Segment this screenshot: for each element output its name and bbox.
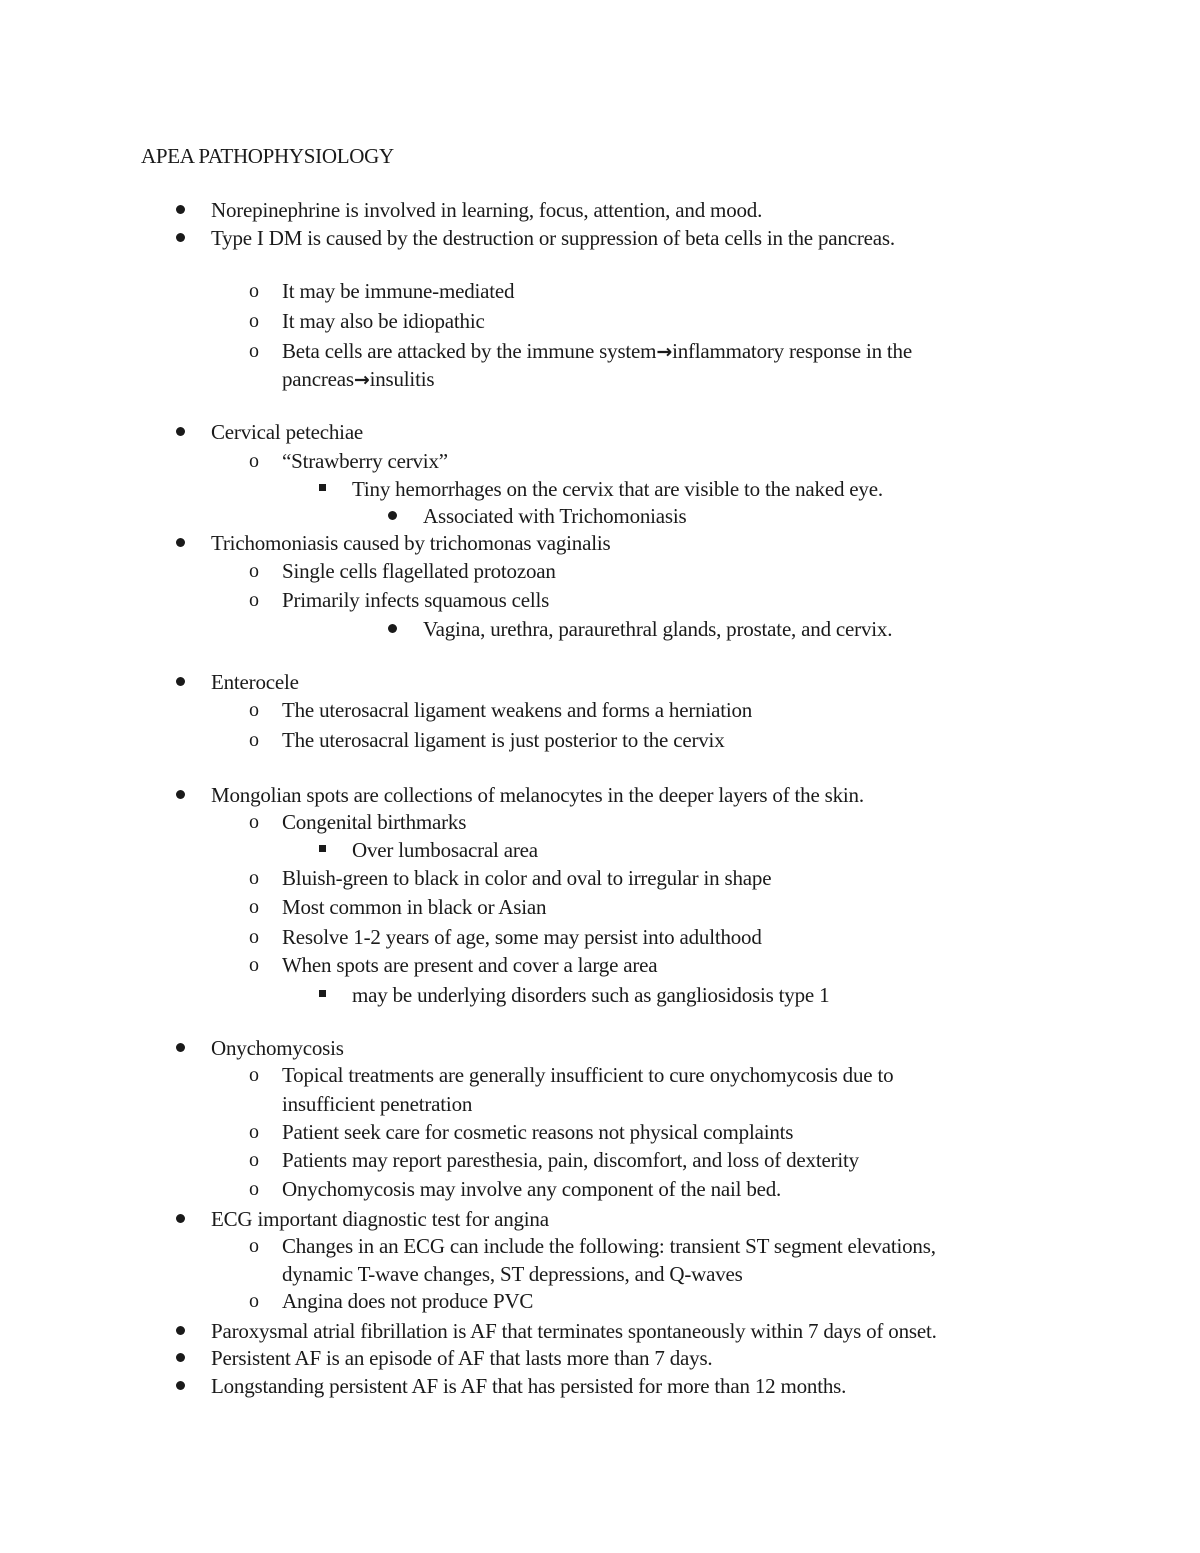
list-item: Congenital birthmarks [282, 810, 467, 834]
list-item: Tiny hemorrhages on the cervix that are visible to the naked eye. [352, 477, 883, 501]
list-item: When spots are present and cover a large area [282, 953, 658, 977]
list-item: Over lumbosacral area [352, 838, 538, 862]
bullet-circle: o [249, 589, 259, 611]
bullet-circle: o [249, 560, 259, 582]
list-item: Associated with Trichomoniasis [423, 504, 687, 528]
bullet-disc [176, 1381, 185, 1390]
bullet-disc [388, 624, 397, 633]
bullet-square [319, 845, 326, 852]
bullet-circle: o [249, 1064, 259, 1086]
list-item: Most common in black or Asian [282, 895, 547, 919]
bullet-circle: o [249, 699, 259, 721]
list-item: Angina does not produce PVC [282, 1289, 534, 1313]
list-item: “Strawberry cervix” [282, 449, 448, 473]
bullet-circle: o [249, 896, 259, 918]
list-item: Bluish-green to black in color and oval to irregular in shape [282, 866, 772, 890]
bullet-circle: o [249, 1290, 259, 1312]
bullet-disc [176, 1326, 185, 1335]
list-item-text: inflammatory response in the [672, 339, 912, 363]
bullet-disc [176, 790, 185, 799]
list-item: Persistent AF is an episode of AF that lasts more than 7 days. [211, 1346, 713, 1370]
list-item: Patients may report paresthesia, pain, discomfort, and loss of dexterity [282, 1148, 859, 1172]
list-item-text: insulitis [369, 367, 435, 391]
list-item: Single cells flagellated protozoan [282, 559, 556, 583]
list-item: Primarily infects squamous cells [282, 588, 550, 612]
bullet-circle: o [249, 926, 259, 948]
list-item: Onychomycosis may involve any component of the nail bed. [282, 1177, 782, 1201]
bullet-square [319, 484, 326, 491]
bullet-circle: o [249, 280, 259, 302]
bullet-circle: o [249, 450, 259, 472]
list-item: The uterosacral ligament weakens and forms a herniation [282, 698, 753, 722]
bullet-circle: o [249, 310, 259, 332]
arrow-right-icon: → [656, 341, 673, 363]
list-item [282, 338, 912, 365]
list-item: It may be immune-mediated [282, 279, 515, 303]
list-item: It may also be idiopathic [282, 309, 485, 333]
list-item-continuation: insufficient penetration [282, 1092, 473, 1116]
list-item: Norepinephrine is involved in learning, focus, attention, and mood. [211, 198, 763, 222]
list-item: ECG important diagnostic test for angina [211, 1207, 549, 1231]
bullet-disc [176, 233, 185, 242]
bullet-circle: o [249, 340, 259, 362]
list-item: Cervical petechiae [211, 420, 364, 444]
bullet-circle: o [249, 811, 259, 833]
bullet-circle: o [249, 867, 259, 889]
bullet-disc [176, 1353, 185, 1362]
list-item: Paroxysmal atrial fibrillation is AF that terminates spontaneously within 7 days of onset. [211, 1319, 937, 1343]
bullet-disc [176, 427, 185, 436]
bullet-circle: o [249, 1149, 259, 1171]
list-item: Patient seek care for cosmetic reasons not physical complaints [282, 1120, 794, 1144]
list-item: Topical treatments are generally insufficient to cure onychomycosis due to [282, 1063, 894, 1087]
list-item-continuation [282, 366, 434, 393]
bullet-circle: o [249, 1178, 259, 1200]
list-item-text: pancreas [282, 367, 354, 391]
bullet-circle: o [249, 954, 259, 976]
list-item: Mongolian spots are collections of melanocytes in the deeper layers of the skin. [211, 783, 864, 807]
bullet-disc [176, 677, 185, 686]
bullet-disc [176, 205, 185, 214]
list-item: Resolve 1-2 years of age, some may persist into adulthood [282, 925, 762, 949]
bullet-circle: o [249, 1235, 259, 1257]
list-item: Onychomycosis [211, 1036, 344, 1060]
page-title: APEA PATHOPHYSIOLOGY [141, 144, 394, 168]
list-item: Type I DM is caused by the destruction or suppression of beta cells in the pancreas. [211, 226, 895, 250]
list-item: Changes in an ECG can include the following: transient ST segment elevations, [282, 1234, 936, 1258]
bullet-disc [176, 538, 185, 547]
list-item: Vagina, urethra, paraurethral glands, prostate, and cervix. [423, 617, 893, 641]
bullet-square [319, 990, 326, 997]
list-item: may be underlying disorders such as gangliosidosis type 1 [352, 983, 830, 1007]
list-item-continuation: dynamic T-wave changes, ST depressions, and Q-waves [282, 1262, 743, 1286]
bullet-disc [176, 1043, 185, 1052]
bullet-disc [388, 511, 397, 520]
list-item: The uterosacral ligament is just posterior to the cervix [282, 728, 725, 752]
bullet-circle: o [249, 729, 259, 751]
list-item: Enterocele [211, 670, 299, 694]
bullet-disc [176, 1214, 185, 1223]
arrow-right-icon: → [353, 369, 370, 391]
bullet-circle: o [249, 1121, 259, 1143]
list-item-text: Beta cells are attacked by the immune system [282, 339, 657, 363]
list-item: Trichomoniasis caused by trichomonas vaginalis [211, 531, 611, 555]
list-item: Longstanding persistent AF is AF that has persisted for more than 12 months. [211, 1374, 847, 1398]
